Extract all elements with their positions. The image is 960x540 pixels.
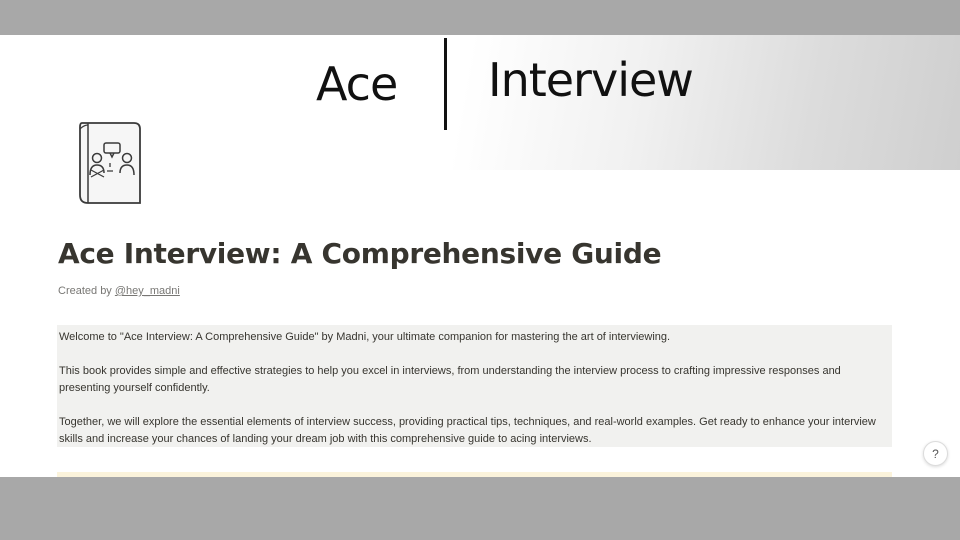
bottom-letterbox [0, 477, 960, 540]
page-byline [58, 285, 180, 297]
book-interview-icon[interactable] [74, 117, 146, 209]
top-letterbox [0, 0, 960, 35]
created-by-label: Created by [58, 285, 112, 297]
cover-divider [444, 38, 447, 130]
cover-text-left: Ace [316, 57, 398, 111]
callout-paragraph-1: Welcome to "Ace Interview: A Comprehensive Guide" by Madni, your ultimate companion for mastering the art of interviewing. [59, 331, 671, 343]
callout-paragraph-2: This book provides simple and effective strategies to help you excel in interviews, from understanding the interview process to crafting impressive responses and presenting yourself confidently. [59, 365, 841, 394]
cover-text-right: Interview [488, 53, 693, 107]
notion-page [0, 35, 960, 477]
intro-callout[interactable] [57, 325, 892, 447]
author-link[interactable]: @hey_madni [114, 285, 180, 297]
page-title[interactable]: Ace Interview: A Comprehensive Guide [58, 237, 662, 270]
book-interview-icon-svg [74, 117, 146, 209]
callout-paragraph-3: Together, we will explore the essential elements of interview success, providing practical tips, techniques, and real-world examples. Get ready to enhance your interview skills and increase your chances of landing your dream job with this comprehensive guide to acing interviews. [59, 416, 876, 445]
help-button[interactable]: ? [923, 441, 948, 466]
